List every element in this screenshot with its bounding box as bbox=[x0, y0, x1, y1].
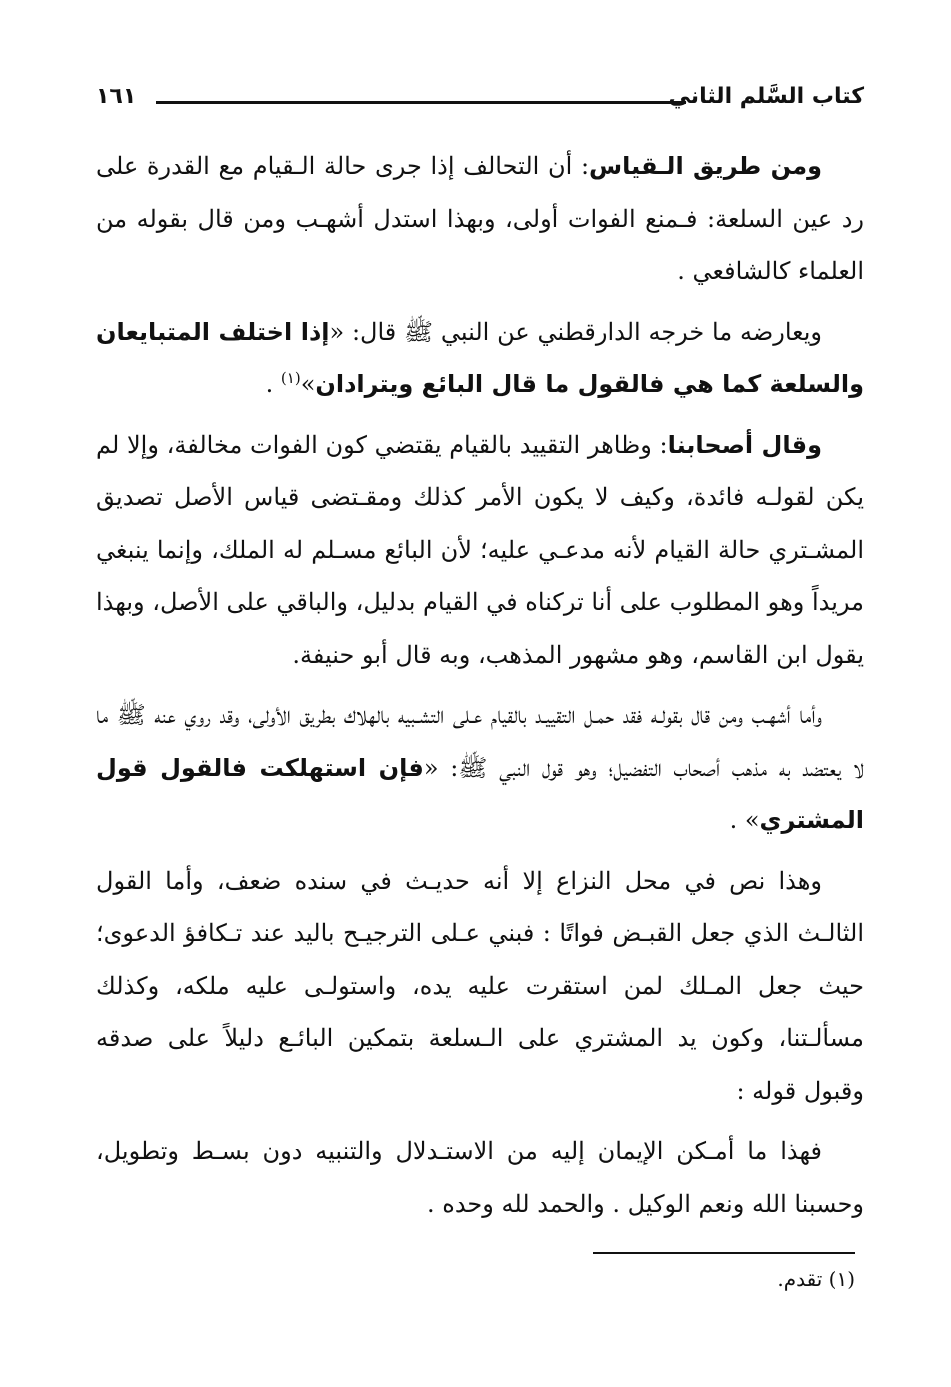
main-text bbox=[96, 140, 864, 1230]
paragraph-text: : وظاهر التقييد بالقيام يقتضي كون الفوات مخالفة، وإلا لم يكن لقولـه فائدة، وكيف لا يكون الأمر كذلك ومقـتضى قياس الأصل تصديق المشـتري حالة القيام لأنه مدعـي عليه؛ لأن البائع مسـلم له الملك، وإنما ينبغي مريداً وهو المطلوب على أنا تركناه في القيام بدليل، والباقي على الأصل، وبهذا يقول ابن القاسم، وهو مشهور المذهب، وبه قال أبو حنيفة. bbox=[95, 430, 864, 669]
quote-close: » bbox=[300, 370, 316, 398]
paragraph-1 bbox=[96, 140, 864, 298]
quote-close: » . bbox=[729, 806, 760, 834]
paragraph-text: وهذا نص في محل النزاع إلا أنه حديـث في سنده ضعف، وأما القول الثالـث الذي جعل القبـض فواتًا : فبني عـلى الترجيـح باليد عند تـكافؤ الدعوى؛ حيث جعل المـلك لمن استقرت عليه يده، واستولـى عليه ملكه، وكذلك مسألـتنا، وكون يد المشتري على الـسلعة بتمكين البائـع دليلاً على صدقه وقبول قوله : bbox=[96, 866, 864, 1105]
footnote: (١) تقدم. bbox=[777, 1267, 855, 1291]
paragraph-text: وأما أشهـب ومن قال بقولـه فقد حمـل التقييـد بالقيام عـلى التشـبيه بالهلاك بطريق الأولى، وقد روي عنه ﷺ ما لا يعتضد به مذهب أصحاب التفضيل؛ وهو قول النبي ﷺ: « bbox=[96, 701, 865, 782]
header-rule bbox=[156, 101, 686, 104]
page-number: ١٦١ bbox=[96, 84, 137, 109]
paragraph-text: : أن التحالف إذا جرى حالة الـقيام مع القدرة على رد عين السلعة: فـمنع الفوات أولى، وبهذا استدل أشهـب ومن قال بقوله من العلماء كالشافعي . bbox=[96, 152, 864, 285]
paragraph-6 bbox=[96, 1125, 864, 1230]
paragraph-text: فهذا ما أمـكن الإيمان إليه من الاستـدلال والتنبيه دون بسـط وتطويل، وحسبنا الله ونعم الوكيل . والحمد لله وحده . bbox=[96, 1137, 864, 1218]
paragraph-lead: وقال أصحابنا bbox=[667, 430, 822, 459]
paragraph-text: ويعارضه ما خرجه الدارقطني عن النبي ﷺ قال: « bbox=[329, 317, 822, 346]
paragraph-4 bbox=[96, 689, 864, 847]
paragraph-tail: . bbox=[265, 370, 281, 398]
footnote-ref: (١) bbox=[280, 369, 301, 387]
paragraph-2 bbox=[96, 306, 864, 411]
footnote-rule bbox=[593, 1252, 855, 1254]
paragraph-lead: ومن طريق الـقياس bbox=[589, 152, 822, 180]
paragraph-3 bbox=[96, 419, 864, 682]
paragraph-5 bbox=[96, 855, 864, 1118]
hadith-quote: فإن استهلكت فالقول قول المشتري bbox=[96, 753, 864, 834]
hadith-quote: إذا اختلف المتبايعان والسلعة كما هي فالقول ما قال البائع ويترادان bbox=[96, 317, 864, 398]
page-header bbox=[96, 82, 864, 122]
running-title: كتاب السَّلم الثاني bbox=[668, 84, 864, 109]
